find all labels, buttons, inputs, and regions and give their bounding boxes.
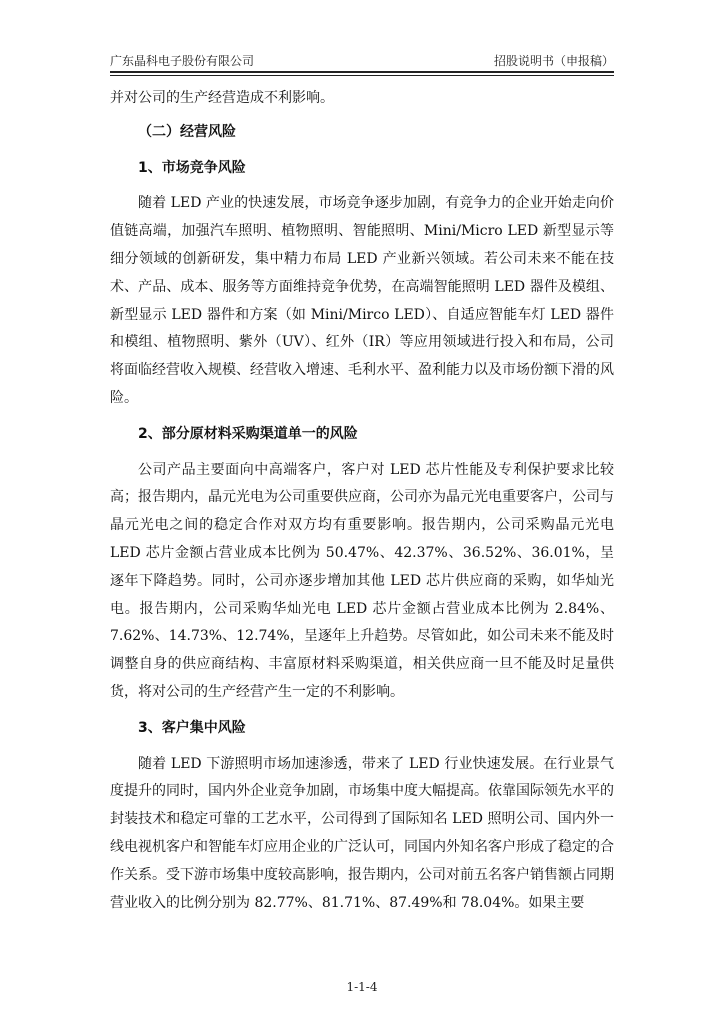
- page-number: 1-1-4: [346, 980, 378, 994]
- risk-paragraph-procurement-channel: 公司产品主要面向中高端客户，客户对 LED 芯片性能及专利保护要求比较高；报告期内，晶元光电为公司重要供应商，公司亦为晶元光电重要客户，公司与晶元光电之间的稳定合作对双方均有重要影响。报告期内，公司采购晶元光电 LED 芯片金额占营业成本比例为 50.47%、42.37%、36.52%、36.01%，呈逐年下降趋势。同时，公司亦逐步增加其他 LED 芯片供应商的采购，如华灿光电。报告期内，公司采购华灿光电 LED 芯片金额占营业成本比例为 2.84%、7.62%、14.73%、12.74%，呈逐年上升趋势。尽管如此，如公司未来不能及时调整自身的供应商结构、丰富原材料采购渠道，相关供应商一旦不能及时足量供货，将对公司的生产经营产生一定的不利影响。: [110, 461, 614, 700]
- company-name: 广东晶科电子股份有限公司: [110, 54, 255, 68]
- intro-paragraph: 并对公司的生产经营造成不利影响。: [110, 90, 334, 106]
- risk-paragraph-market-competition: 随着 LED 产业的快速发展，市场竞争逐步加剧，有竞争力的企业开始走向价值链高端，加强汽车照明、植物照明、智能照明、Mini/Micro LED 新型显示等细分领域的创新研发，集中精力布局 LED 产业新兴领域。若公司未来不能在技术、产品、成本、服务等方面维持竞争优势，在高端智能照明 LED 器件及模组、新型显示 LED 器件和方案（如 Mini/Mirco LED）、自适应智能车灯 LED 器件和模组、植物照明、紫外（UV）、红外（IR）等应用领域进行投入和布局，公司将面临经营收入规模、经营收入增速、毛利水平、盈利能力以及市场份额下滑的风险。: [110, 195, 614, 406]
- risk-paragraph-customer-concentration: 随着 LED 下游照明市场加速渗透，带来了 LED 行业快速发展。在行业景气度提升的同时，国内外企业竞争加剧，市场集中度大幅提高。依靠国际领先水平的封装技术和稳定可靠的工艺水平，公司得到了国际知名 LED 照明公司、国内外一线电视机客户和智能车灯应用企业的广泛认可，同国内外知名客户形成了稳定的合作关系。受下游市场集中度较高影响，报告期内，公司对前五名客户销售额占同期营业收入的比例分别为 82.77%、81.71%、87.49%和 78.04%。如果主要: [110, 755, 614, 911]
- page-header: [110, 50, 614, 70]
- document-body: [110, 85, 614, 917]
- header-rule-thick: [110, 71, 614, 73]
- section-title: （二）经营风险: [138, 123, 236, 140]
- header-rule-thin: [110, 75, 614, 76]
- document-type: 招股说明书（申报稿）: [493, 54, 614, 68]
- risk-heading-market-competition: 1、市场竞争风险: [138, 159, 246, 176]
- risk-heading-customer-concentration: 3、客户集中风险: [138, 719, 246, 736]
- risk-heading-procurement-channel: 2、部分原材料采购渠道单一的风险: [138, 425, 358, 442]
